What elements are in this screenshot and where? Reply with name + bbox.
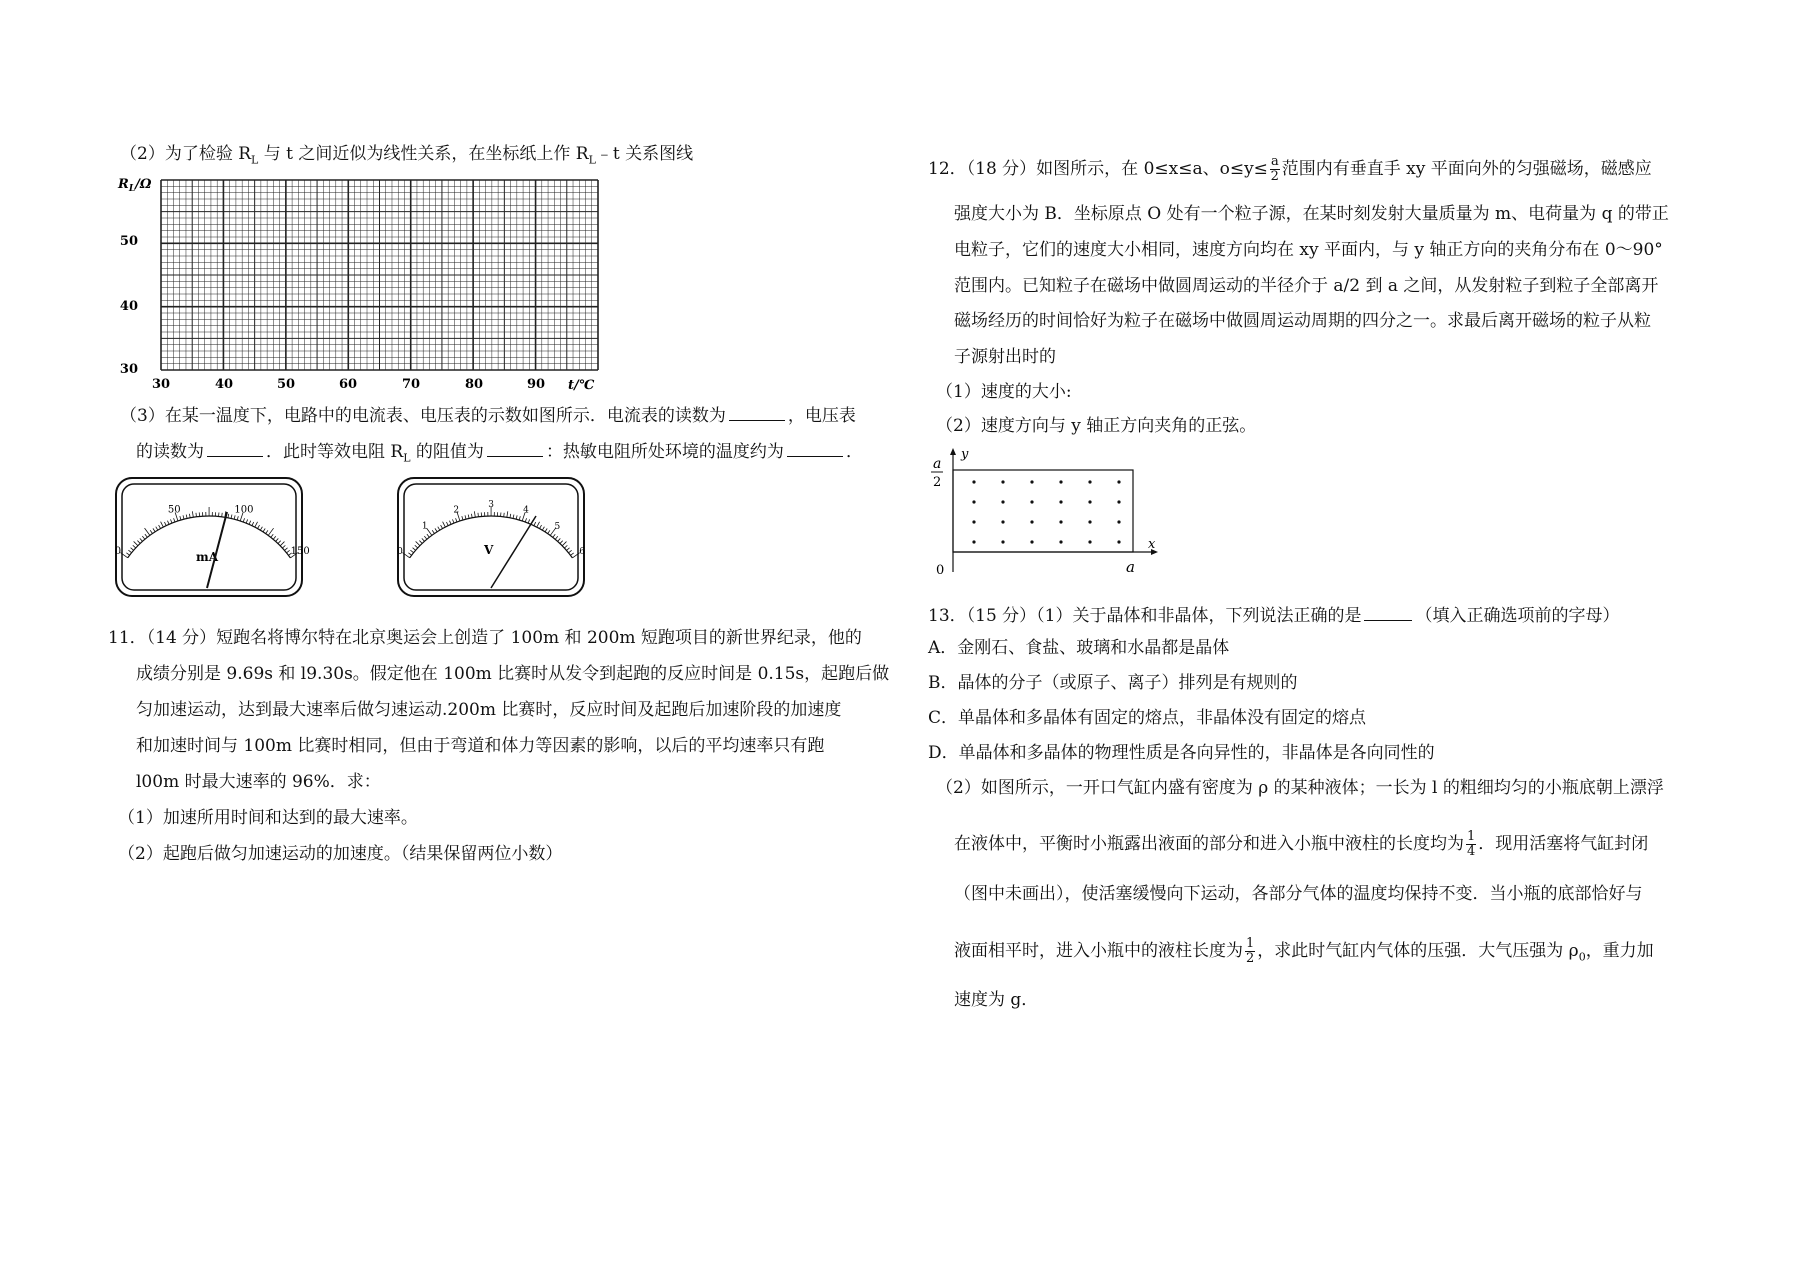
field-dot (1117, 500, 1120, 503)
q13-line1-a: 13．（15 分）（1）关于晶体和非晶体，下列说法正确的是 (928, 606, 1362, 626)
field-dot (1001, 480, 1004, 483)
scale-tick (540, 525, 542, 528)
x-label: x (1148, 537, 1156, 552)
scale-tick (186, 515, 187, 519)
x-tick-40: 40 (214, 377, 234, 392)
x-tick-50: 50 (276, 377, 296, 392)
field-dot (1030, 520, 1033, 523)
a-half-den: 2 (933, 475, 942, 490)
scale-tick (562, 542, 566, 546)
scale-tick (189, 514, 190, 518)
scale-tick (171, 519, 172, 523)
scale-tick (180, 516, 181, 520)
voltmeter-needle (491, 516, 536, 588)
field-dot (972, 500, 975, 503)
scale-tick (285, 548, 288, 551)
q12-part1: （1）速度的大小: (936, 382, 1072, 402)
scale-tick (192, 511, 193, 517)
field-dot (1059, 480, 1062, 483)
scale-tick (260, 527, 262, 530)
voltmeter-reading-blank[interactable] (207, 440, 263, 457)
frac-den: 2 (1270, 169, 1279, 184)
scale-tick (164, 522, 166, 526)
scale-tick (569, 550, 572, 553)
scale-tick (246, 519, 247, 523)
scale-tick (263, 528, 265, 531)
frac-num: a (1270, 154, 1279, 169)
q10-part2-text-b: 与 t 之间近似为线性关系，在坐标纸上作 R (258, 144, 589, 164)
q13-part2-line4-b: ，求此时气缸内气体的压强．大气压强为 ρ (1257, 941, 1579, 961)
scale-tick (534, 522, 536, 526)
sub-0: 0 (1578, 950, 1586, 964)
scale-tick (222, 513, 223, 517)
scale-tick (564, 545, 567, 548)
scale-tick (167, 521, 169, 525)
field-dot (1059, 500, 1062, 503)
scale-tick (513, 515, 514, 519)
q10-part3-line2-d: ：热敏电阻所处环境的温度约为 (545, 442, 784, 462)
scale-tick (474, 511, 475, 517)
scale-tick (252, 522, 254, 526)
q11-line3: 匀加速运动，达到最大速率后做匀速运动.200m 比赛时，反应时间及起跑后加速阶段的加速度 (136, 700, 842, 720)
ammeter-tick-label-150: 150 (290, 545, 310, 557)
scale-tick (134, 541, 138, 545)
q11-line4: 和加速时间与 100m 比赛时相同，但由于弯道和体力等因素的影响，以后的平均速率只有跑 (136, 736, 825, 756)
field-dot (972, 520, 975, 523)
scale-tick (453, 519, 454, 523)
q12-line2: 强度大小为 B．坐标原点 O 处有一个粒子源，在某时刻发射大量质量为 m、电荷量为 q 的带正 (954, 204, 1669, 224)
q10-part3-line1 (120, 404, 856, 426)
q13-part2-line1: （2）如图所示，一开口气缸内盛有密度为 ρ 的某种液体；一长为 l 的粗细均匀的小瓶底朝上漂浮 (936, 778, 1664, 798)
voltmeter-tick-label-0: 0 (397, 546, 403, 557)
graph-ylabel: $R_L/\Omega$ (118, 177, 152, 194)
scale-tick (196, 513, 197, 517)
scale-tick (280, 542, 284, 546)
scale-tick (131, 548, 134, 551)
voltmeter-tick-label-2: 2 (453, 505, 460, 516)
scale-tick (258, 525, 260, 528)
q10-part3-line2-c: 的阻值为 (410, 442, 484, 462)
scale-tick (228, 514, 229, 518)
rl-t-graph (108, 170, 608, 400)
temperature-blank[interactable] (787, 440, 843, 457)
scale-tick (161, 522, 164, 527)
q10-part3-line2-e: ． (845, 442, 863, 462)
ammeter-tick-label-100: 100 (234, 504, 254, 516)
q11-part1: （1）加速所用时间和达到的最大速率。 (118, 808, 418, 828)
scale-tick (567, 548, 570, 551)
scale-tick (465, 515, 466, 519)
sub-l: L (251, 153, 259, 167)
ammeter-reading-blank[interactable] (729, 404, 785, 421)
fraction-a-over-2 (1270, 155, 1280, 184)
scale-tick (507, 511, 508, 517)
sub-l2: L (588, 153, 596, 167)
scale-tick (142, 536, 145, 539)
scale-tick (128, 550, 131, 553)
ammeter-unit: mA (196, 550, 219, 564)
scale-tick (548, 530, 550, 533)
scale-tick (266, 530, 268, 533)
q13-part2-line3: （图中未画出），使活塞缓慢向下运动，各部分气体的温度均保持不变．当小瓶的底部恰好与 (954, 884, 1643, 904)
scale-tick (174, 518, 175, 522)
scale-tick (410, 550, 413, 553)
sub-l3: L (403, 451, 411, 465)
scale-tick (449, 521, 451, 525)
q13-option-b: B．晶体的分子（或原子、离子）排列是有规则的 (928, 673, 1298, 693)
q13-part2-line4-a: 液面相平时，进入小瓶中的液柱长度为 (954, 941, 1243, 961)
q12-part2: （2）速度方向与 y 轴正方向夹角的正弦。 (936, 416, 1257, 436)
field-dot (1117, 540, 1120, 543)
x-tick-80: 80 (464, 377, 484, 392)
voltmeter-tick-label-1: 1 (421, 521, 428, 532)
scale-tick (571, 553, 574, 555)
scale-tick (424, 536, 427, 539)
scale-tick (287, 550, 290, 553)
graph-grid (161, 180, 598, 370)
scale-tick (446, 522, 448, 526)
scale-tick (427, 534, 429, 537)
q13-answer-blank[interactable] (1364, 604, 1412, 621)
scale-tick (415, 545, 418, 548)
q13-part2-line4 (954, 937, 1654, 967)
q10-part2-text-c: ﹣t 关系图线 (595, 144, 694, 164)
scale-tick (408, 553, 411, 555)
voltmeter-tick-label-3: 3 (488, 500, 494, 511)
resistance-blank[interactable] (487, 440, 543, 457)
scale-tick (416, 541, 420, 545)
scale-tick (553, 534, 555, 537)
ammeter-tick-label-50: 50 (167, 504, 181, 516)
voltmeter-tick-label-5: 5 (554, 521, 561, 532)
q12-line3: 电粒子，它们的速度大小相同，速度方向均在 xy 平面内，与 y 轴正方向的夹角分布在 0～90° (954, 240, 1663, 260)
scale-tick (150, 530, 152, 533)
scale-tick (422, 538, 425, 541)
scale-tick (413, 548, 416, 551)
scale-tick (145, 534, 147, 537)
q12-line6: 子源射出时的 (954, 347, 1056, 367)
scale-tick (462, 516, 463, 520)
q10-part3-line2 (136, 440, 863, 468)
frac2-den: 2 (1246, 951, 1255, 966)
ammeter-tick-label-0: 0 (114, 545, 122, 557)
magnetic-field-figure (926, 446, 1166, 578)
frac2-num: 1 (1246, 936, 1255, 951)
scale-tick (282, 545, 285, 548)
fraction-1-over-2 (1245, 937, 1255, 966)
scale-tick (183, 515, 184, 519)
x-tick-60: 60 (338, 377, 358, 392)
frac1-num: 1 (1467, 829, 1476, 844)
scale-tick (249, 521, 251, 525)
scale-tick (255, 522, 258, 527)
scale-tick (545, 528, 547, 531)
scale-tick (137, 541, 140, 544)
y-tick-50: 50 (119, 234, 138, 249)
field-dot (1001, 540, 1004, 543)
field-dot (1059, 540, 1062, 543)
q13-part2-line2 (954, 830, 1648, 859)
q11-part2: （2）起跑后做匀加速运动的加速度。（结果保留两位小数） (118, 844, 563, 864)
scale-tick (471, 514, 472, 518)
q11-line5: l00m 时最大速率的 96%．求： (136, 772, 381, 792)
scale-tick (516, 515, 517, 519)
scale-tick (555, 536, 558, 539)
scale-tick (441, 525, 443, 528)
x-tick-30: 30 (151, 377, 171, 392)
y-label: y (961, 447, 969, 462)
scale-tick (438, 527, 440, 530)
q11-line2: 成绩分别是 9.69s 和 l9.30s。假定他在 100m 比赛时从发令到起跑的反应时间是 0.15s，起跑后做 (136, 664, 890, 684)
scale-tick (133, 545, 136, 548)
scale-tick (528, 519, 529, 523)
q10-part3-line2-b: ．此时等效电阻 R (266, 442, 404, 462)
scale-tick (234, 515, 235, 519)
q10-part3-line1-b: ，电压表 (787, 406, 856, 426)
field-dot (1030, 480, 1033, 483)
field-dot (1030, 540, 1033, 543)
scale-tick (153, 528, 155, 531)
scale-tick (519, 516, 520, 520)
q12-line1-a: 12．（18 分）如图所示，在 0≤x≤a、o≤y≤ (928, 159, 1268, 179)
scale-tick (278, 541, 281, 544)
a-half-num: a (933, 456, 942, 472)
field-dot (1088, 540, 1091, 543)
q13-line1-b: （填入正确选项前的字母） (1415, 606, 1620, 626)
scale-tick (159, 525, 161, 528)
q13-part2-line2-a: 在液体中，平衡时小瓶露出液面的部分和进入小瓶中液柱的长度均为 (954, 834, 1464, 854)
scale-tick (504, 513, 505, 517)
scale-tick (542, 527, 544, 530)
field-dot (972, 540, 975, 543)
scale-tick (478, 513, 479, 517)
frac1-den: 4 (1467, 844, 1476, 859)
x-tick-90: 90 (526, 377, 546, 392)
q13-line1 (928, 604, 1619, 626)
field-dots (972, 480, 1120, 543)
ammeter-figure (114, 476, 310, 598)
scale-tick (243, 518, 244, 522)
scale-tick (510, 514, 511, 518)
scale-tick (537, 522, 540, 527)
scale-tick (456, 518, 457, 522)
q10-part3-line2-a: 的读数为 (136, 442, 204, 462)
field-dot (1088, 520, 1091, 523)
scale-tick (231, 515, 232, 519)
q10-part2-text (120, 144, 693, 170)
q10-part2-text-a: 为了检验 R (164, 144, 252, 164)
scale-tick (271, 534, 273, 537)
field-dot (1001, 500, 1004, 503)
q13-part2-line5: 速度为 g． (954, 990, 1039, 1010)
q12-line4: 范围内。已知粒子在磁场中做圆周运动的半径介于 a/2 到 a 之间，从发射粒子到粒子全部离开 (954, 276, 1659, 296)
scale-tick (443, 522, 446, 527)
y-tick-40: 40 (119, 299, 138, 314)
field-dot (1030, 500, 1033, 503)
scale-tick (525, 518, 526, 522)
scale-tick (432, 530, 434, 533)
field-dot (1088, 480, 1091, 483)
scale-tick (435, 528, 437, 531)
field-dot (1088, 500, 1091, 503)
voltmeter-tick-label-6: 6 (579, 546, 586, 557)
voltmeter-figure (396, 476, 586, 598)
scale-tick (156, 527, 158, 530)
voltmeter-unit: V (484, 543, 494, 557)
x-tick-70: 70 (401, 377, 421, 392)
q10-part2-label: （2） (120, 144, 165, 164)
q13-part2-line2-b: ．现用活塞将气缸封闭 (1478, 834, 1649, 854)
q13-option-a: A．金刚石、食盐、玻璃和水晶都是晶体 (928, 638, 1230, 658)
y-axis-arrow (950, 448, 956, 455)
q12-line5: 磁场经历的时间恰好为粒子在磁场中做圆周运动周期的四分之一。求最后离开磁场的粒子从粒 (954, 311, 1651, 331)
scale-tick (276, 538, 279, 541)
graph-xlabel: t/℃ (568, 378, 595, 393)
y-tick-30: 30 (119, 362, 138, 377)
field-dot (1117, 520, 1120, 523)
scale-tick (126, 553, 129, 555)
field-region (953, 470, 1133, 552)
origin-label: 0 (936, 563, 945, 578)
q10-part3-line1-a: （3）在某一温度下，电路中的电流表、电压表的示数如图所示．电流表的读数为 (120, 406, 726, 426)
q13-option-d: D．单晶体和多晶体的物理性质是各向异性的，非晶体是各向同性的 (928, 743, 1435, 763)
field-dot (972, 480, 975, 483)
fraction-1-over-4 (1466, 830, 1476, 859)
scale-tick (140, 538, 143, 541)
a-x-label: a (1126, 558, 1135, 576)
scale-tick (237, 516, 238, 520)
scale-tick (560, 541, 563, 544)
voltmeter-tick-label-4: 4 (523, 505, 529, 516)
scale-tick (419, 541, 422, 544)
field-dot (1059, 520, 1062, 523)
q13-option-c: C．单晶体和多晶体有固定的熔点，非晶体没有固定的熔点 (928, 708, 1367, 728)
field-dot (1001, 520, 1004, 523)
scale-tick (558, 538, 561, 541)
scale-tick (468, 515, 469, 519)
field-dot (1117, 480, 1120, 483)
scale-tick (273, 536, 276, 539)
q12-line1 (928, 155, 1652, 184)
q12-line1-b: 范围内有垂直手 xy 平面向外的匀强磁场，磁感应 (1281, 159, 1652, 179)
q11-line1: 11．（14 分）短跑名将博尔特在北京奥运会上创造了 100m 和 200m 短跑项目的新世界纪录，他的 (108, 628, 862, 648)
q13-part2-line4-c: ，重力加 (1585, 941, 1654, 961)
